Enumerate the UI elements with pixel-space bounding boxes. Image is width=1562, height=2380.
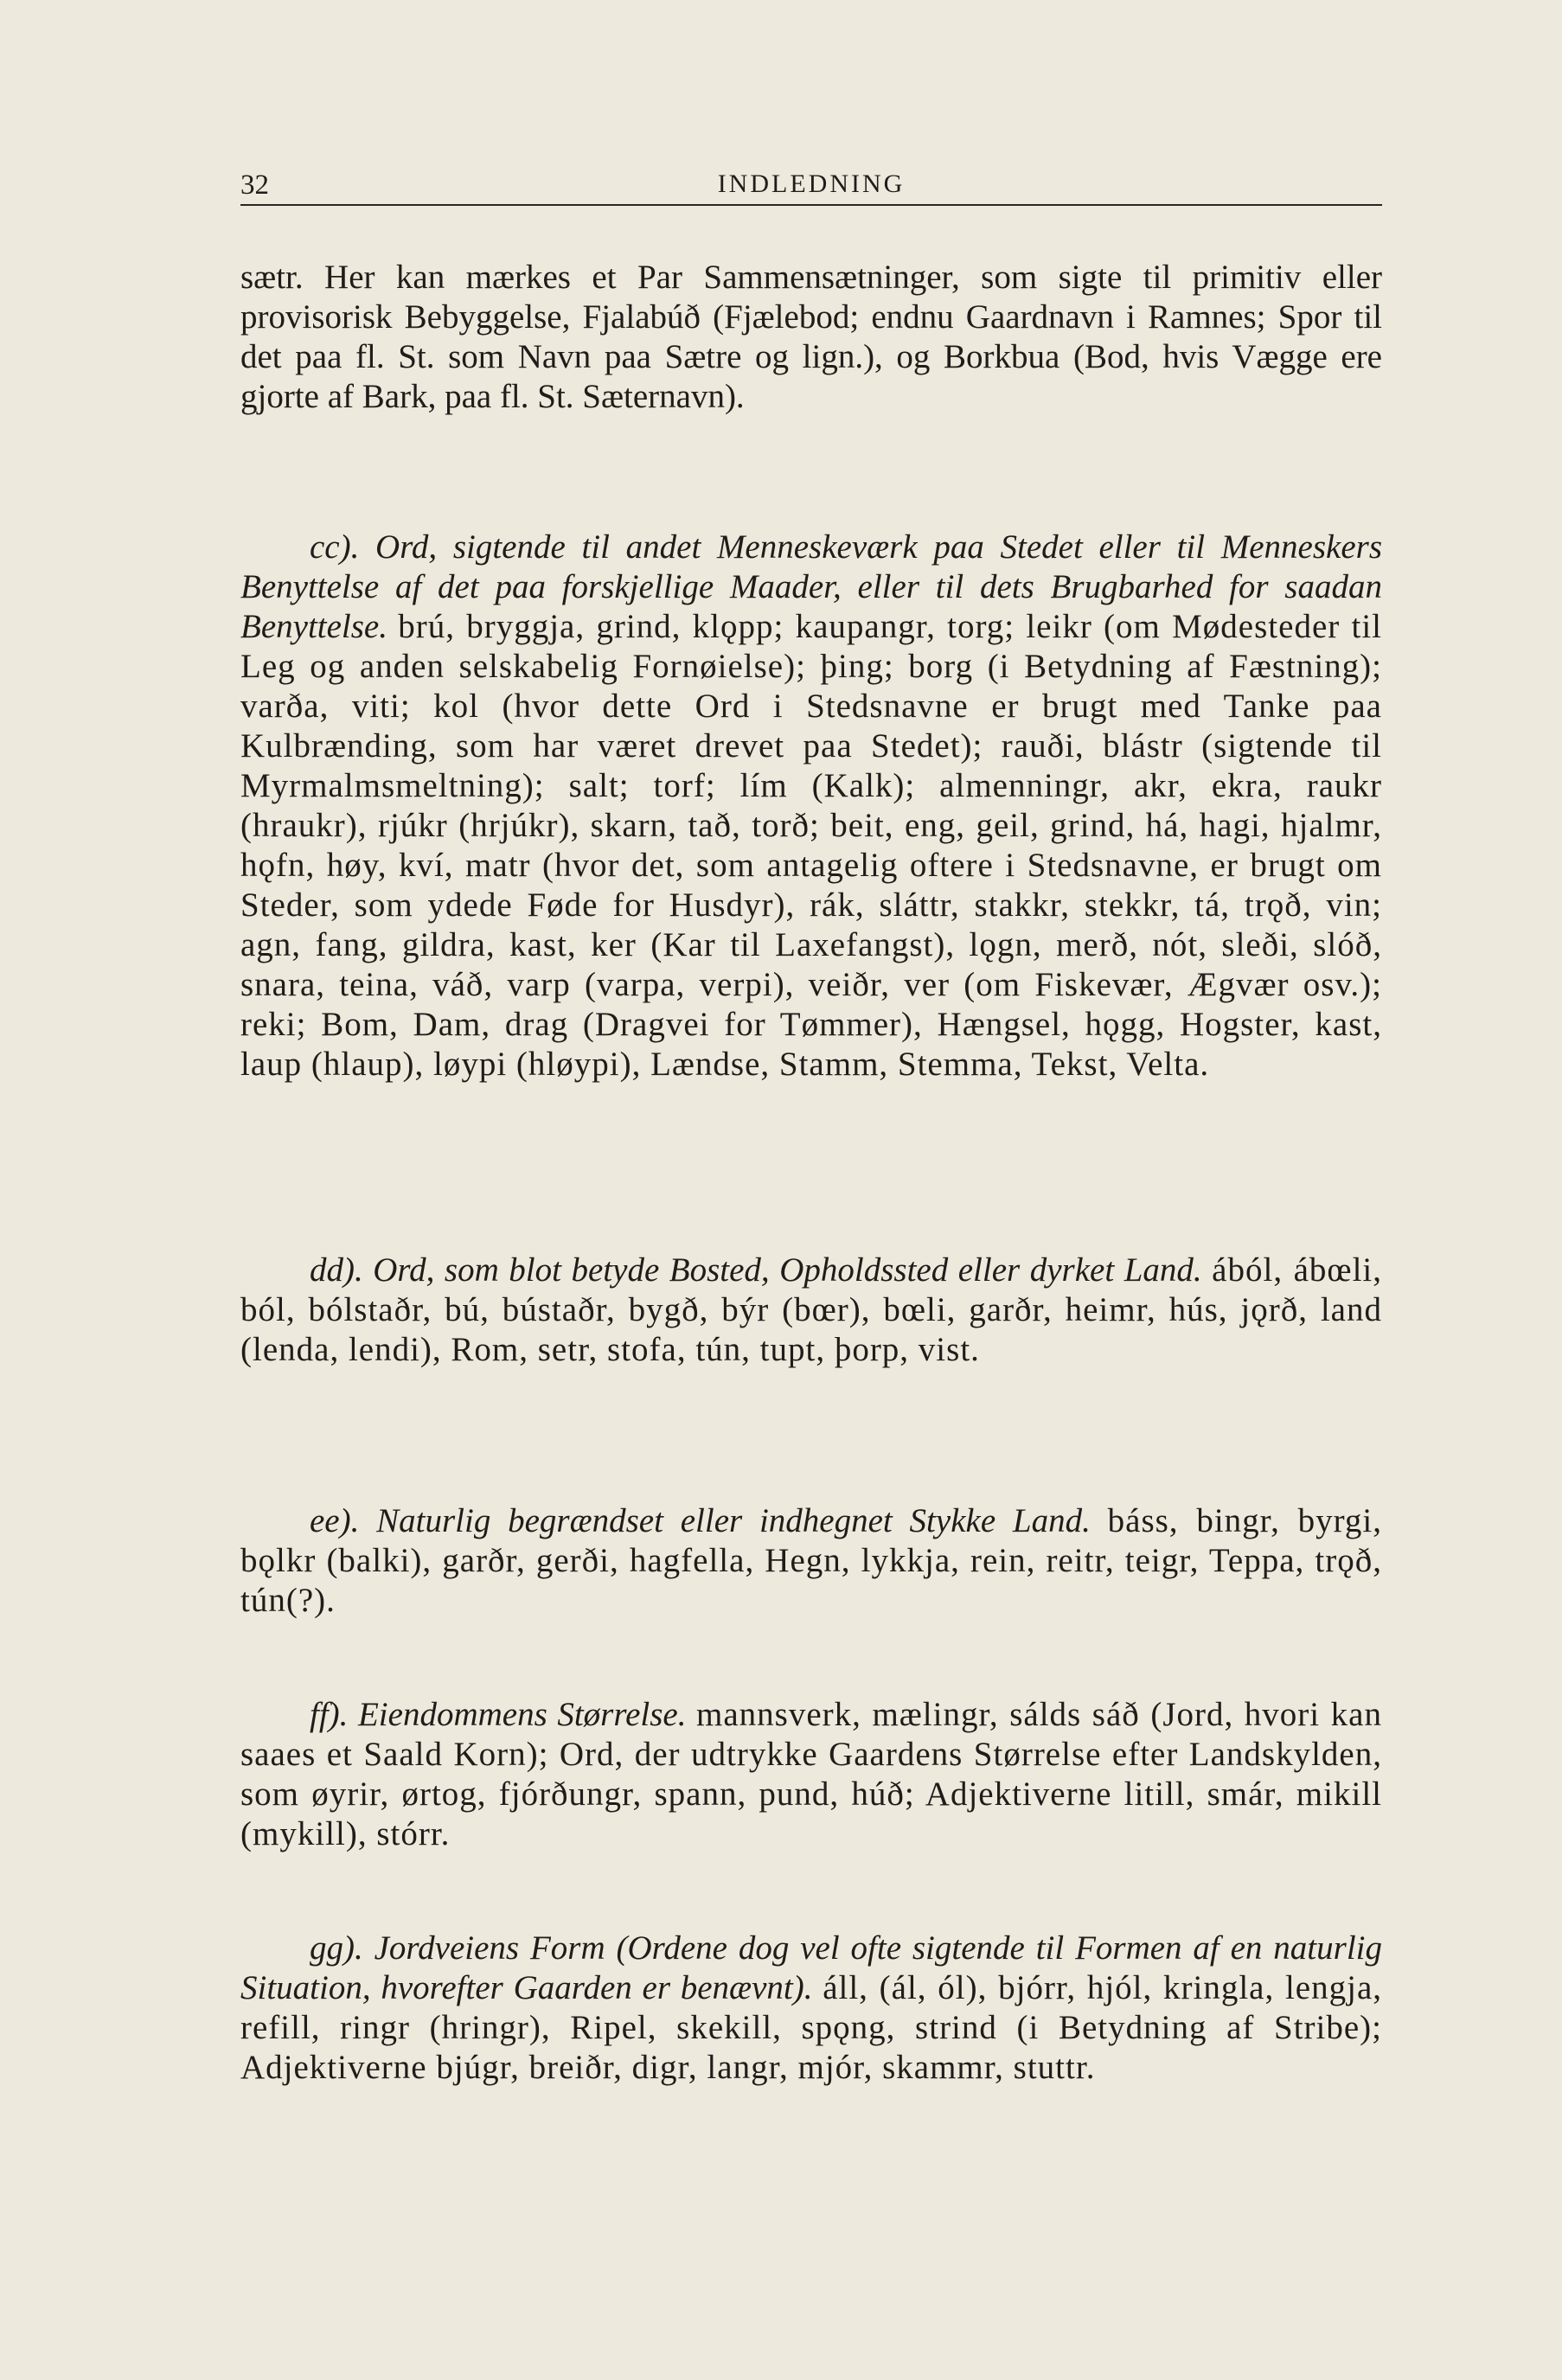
section-heading: Ord, som blot betyde Bosted, Opholdssted eller dyrket Land. [373,1251,1213,1289]
paragraph-ff [240,1695,1382,1854]
section-heading: Eiendommens Størrelse. [357,1696,697,1733]
section-heading: Naturlig begrændset eller indhegnet Stykke Land. [376,1502,1108,1539]
page-header [240,170,1382,206]
paragraph-dd [240,1251,1382,1370]
paragraph-bb-end [240,258,1382,417]
section-marker: ff). [310,1696,358,1733]
running-title: INDLEDNING [717,170,906,198]
paragraph-body: báss, bingr, byrgi, bǫlkr (balki), garðr, gerði, hagfella, Hegn, lykkja, rein, reitr, teigr, Teppa, trǫð, tún(?). [240,1502,1383,1619]
paragraph-body: áll, (ál, ól), bjórr, hjól, kringla, lengja, refill, ringr (hringr), Ripel, skekill, spǫng, strind (i Betydning af Stribe); Adjektiverne bjúgr, breiðr, digr, langr, mjór, skammr, stuttr. [240,1969,1383,2086]
section-marker: ee). [310,1502,377,1539]
section-marker: cc). [310,528,376,566]
section-marker: gg). [310,1929,374,1967]
section-heading: Ord, sigtende til andet Menneskeværk paa Stedet eller til Menneskers Benyttelse af det paa forskjellige Maader, eller til dets Brugbarhed for saadan Benyttelse. [240,528,1382,645]
paragraph-ee [240,1501,1382,1621]
paragraph-body: brú, bryggja, grind, klǫpp; kaupangr, torg; leikr (om Mødesteder til Leg og anden selskabelig Fornøielse); þing; borg (i Betydning af Fæstning); varða, viti; kol (hvor dette Ord i Stedsnavne er brugt med Tanke paa Kulbrænding, som har været drevet paa Stedet); rauði, blástr (sigtende til Myrmalmsmeltning); salt; torf; lím (Kalk); almenningr, akr, ekra, raukr (hraukr), rjúkr (hrjúkr), skarn, tað, torð; beit, eng, geil, grind, há, hagi, hjalmr, hǫfn, høy, kví, matr (hvor det, som antagelig oftere i Stedsnavne, er brugt om Steder, som ydede Føde for Husdyr), rák, sláttr, stakkr, stekkr, tá, trǫð, vin; agn, fang, gildra, kast, ker (Kar til Laxefangst), lǫgn, merð, nót, sleði, slóð, snara, teina, váð, varp (varpa, verpi), veiðr, ver (om Fiskevær, Ægvær osv.); reki; Bom, Dam, drag (Dragvei for Tømmer), Hængsel, hǫgg, Hogster, kast, laup (hlaup), løypi (hløypi), Lændse, Stamm, Stemma, Tekst, Velta. [240,608,1382,1083]
paragraph-body: sætr. Her kan mærkes et Par Sammensætninger, som sigte til primitiv eller provisorisk Bebyggelse, Fjalabúð (Fjælebod; endnu Gaardnavn i Ramnes; Spor til det paa fl. St. som Navn paa Sætre og lign.), og Borkbua (Bod, hvis Vægge ere gjorte af Bark, paa fl. St. Sæternavn). [240,259,1382,415]
paragraph-body: mannsverk, mælingr, sálds sáð (Jord, hvori kan saaes et Saald Korn); Ord, der udtrykke Gaardens Størrelse efter Landskylden, som øyrir, ørtog, fjórðungr, spann, pund, húð; Adjektiverne litill, smár, mikill (mykill), stórr. [240,1696,1382,1852]
paragraph-body: ából, ábœli, ból, bólstaðr, bú, bústaðr, bygð, býr (bœr), bœli, garðr, heimr, hús, jǫrð, land (lenda, lendi), Rom, setr, stofa, tún, tupt, þorp, vist. [240,1251,1382,1368]
section-heading: Jordveiens Form (Ordene dog vel ofte sigtende til Formen af en naturlig Situation, hvorefter Gaarden er benævnt). [240,1929,1382,2006]
section-marker: dd). [310,1251,374,1289]
paragraph-gg [240,1929,1382,2088]
paragraph-cc [240,528,1382,1084]
page-number: 32 [240,170,269,201]
